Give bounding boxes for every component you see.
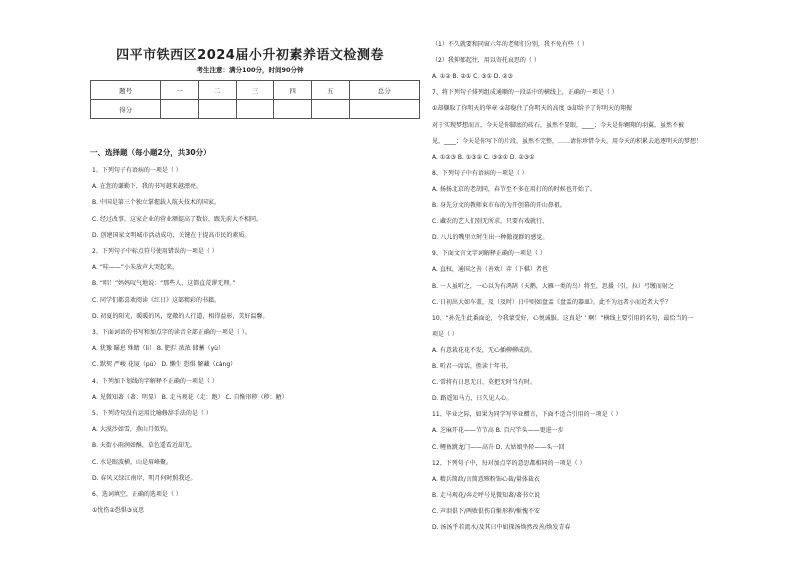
question-line: D. 汤汤乎若流水/及其日中如探汤焕然改善/焕发青春 [432,524,571,531]
question-line: D. 创建国家文明城市活动成功，关键在于提高市民的素质。 [92,231,251,239]
question-line: B. 天街小雨润如酥，草色遥看近却无。 [92,442,196,450]
question-line: 5、下列诗句没有运用比喻修辞手法的是（ ） [92,410,212,417]
question-line: C. 默契 严峻 花厦（pú） D. 懒生 恐惧 解藏（càng） [92,361,237,369]
question-line: A. 扬扬北京的老胡同，春节至不多在用打的的时候也开始了。 [432,185,596,193]
question-line: 11、毕业之际，如果为同学写毕业赠言，下面不适合引用的一项是（ ） [432,411,622,419]
score-table-score-row [91,100,420,119]
question-line: 见，____；今天是你写下的片段，虽然不完整，……请你珍惜今天，用今天的积累去追逐明天的梦想！ [432,137,703,145]
question-line: A. ①②③ B. ①③② C. ③②① D. ②③① [432,153,535,161]
question-line: C. 日初出大如车盖，及（及时）日中则如盘盂《盘盂的器皿》，此不为远者小而近者大乎？ [432,298,672,306]
table-cell [311,100,349,119]
question-line: C. 同学们都喜欢阅读《红日》这部精彩的书籍。 [92,296,221,304]
question-line: （2）我抑郁起往，用以寄托哀思的（ ） [432,57,540,65]
question-line: ①忧伤②恐惧③哀思 [92,507,145,515]
section-heading: 一、选择题（每小题2分，共30分） [90,148,211,157]
question-line: A. 大漠沙如雪，燕山月似钩。 [92,426,172,434]
question-line: C. 声泪俱下/两败俱伤自惭形秽/惭愧不安 [432,507,541,515]
question-line: C. 藏农的艺人们别无所求，只要有戏就行。 [432,218,549,226]
question-line: （1）不久就要和同窗六年的老师们分别，我不免有些（ ） [432,41,588,48]
question-line: D. 初夏的阳光，暖暖的风，宽敞的人行道，相得益彰，美好温馨。 [92,312,269,320]
table-cell: 三 [236,81,274,100]
question-line: C. 常将有日思无日，莫把无时当有时。 [432,379,537,387]
score-table [90,80,420,119]
table-cell [236,100,274,119]
table-cell: 总分 [349,81,419,100]
question-line: C. 鲤鱼跳龙门——高升 D. 大姑娘坐轿——头一回 [432,443,565,451]
question-line: D. 春风又绿江南岸，明月何时照我还。 [92,474,197,482]
question-line: B. 身先分文的教师束市布的为开创幕的开山鼻祖。 [432,202,566,209]
question-line: 12、下列句子中，每对加点字的意思都相同的一项是（ ） [432,459,586,467]
question-line: C. 经过改事，这家企业的营业额提高了数倍，跟先前大不相同。 [92,215,263,223]
question-line: B. 走马观花/奔走呼号见微知著/著书立说 [432,491,540,499]
question-line: B. 听君一席话，胜读十年书。 [432,363,512,370]
question-line: 6、选词填空，正确的选项是（ ） [92,491,182,498]
table-cell: 题号 [91,81,161,100]
score-table-header-row [91,81,420,100]
page-title: 四平市铁西区2024届小升初素养语文检测卷 [116,48,384,63]
question-line: B. 中国是第三个独立掌握载人航天技术的国家。 [92,199,220,207]
table-cell: 得分 [91,100,161,119]
table-cell: 五 [311,81,349,100]
question-line: B. “唱！”妈妈叹气地说：“那些人，这简直荒谬无理。” [92,280,236,288]
question-line: A. 犹豫 瞄息 殊睛（li） B. 肥拦 浓浓 储蓄（yù） [92,345,224,353]
question-line: C. 水是眼波横，山是眉峰聚。 [92,458,173,466]
question-line: ①却撷取了你明天的华章 ②却稳住了你明天的高度 ③却给予了你明天的翔振 [432,105,632,113]
table-cell [198,100,236,119]
question-line: A. 芝麻开花——节节高 B. 百尺竿头——更进一步 [432,427,564,435]
question-line: A. 见微知著（著：明显） B. 走马观花（走：跑） C. 自惭形秽（秽：陋） [92,393,288,401]
question-line: 项是（ ） [432,330,458,338]
question-line: 10、“孙先生此番面论，令我蒙受好，心悦诚服。这真是‘ ’ 啊！”横线上要引用的名句，最恰当的一 [432,314,694,322]
question-line: D. 八儿的嘴里立时生出一种傲视群的感觉。 [432,234,549,242]
question-line: D. 路遥知马力，日久见人心。 [432,395,513,403]
question-line: 4、下列加下划线的字解释不正确的一项是（ ） [92,377,218,385]
question-line: A. “哇——”小朱放声大哭起来。 [92,264,179,272]
question-line: A. 直权，通国之善（善欢）弈（下棋）者也 [432,266,548,274]
table-cell: 一 [161,81,199,100]
question-line: 1、下列句子有语病的一项是（ ） [92,167,182,174]
question-line: A. 在您的谦勤下，我的书写越来越漂亮。 [92,183,202,191]
question-line: 2、下列句子中标点符号使用错误的一项是（ ） [92,248,218,255]
table-cell: 四 [274,81,312,100]
table-cell [349,100,419,119]
question-line: 对于实现梦想而言，今天是你脚底的砖石，虽然不显眼，____；今天是你翱翔的羽翼，虽然不被 [432,121,685,129]
question-line: B. 一人虽听之，一心以为有鸿鹄（天鹅，大雁一类的鸟）将至，思援（引，拉）弓缴而射之 [432,282,674,290]
question-line: 9、下面文言文字词解释正确的一项是（ ） [432,250,546,258]
table-cell [161,100,199,119]
question-line: A. 有意栽花花不发，无心插柳柳成荫。 [432,346,536,354]
question-line: 3、下面词语的书写和加点字的读音全部正确的一项是（ ）。 [92,329,251,336]
table-cell: 二 [198,81,236,100]
question-line: A. ①② B. ②① C. ③① D. ②③ [432,73,513,81]
exam-note: 考生注意：满分100分，时间90分钟 [196,66,304,74]
question-line: A. 精兵简政/言简意赅粉饰心裁/量体裁衣 [432,475,540,483]
question-line: 7、将下列句子排列组成通顺的一段话中的横线上，正确的一项是（ ） [432,89,618,97]
table-cell [274,100,312,119]
question-line: 8、下列句子中有语病的一项是（ ） [432,169,528,177]
